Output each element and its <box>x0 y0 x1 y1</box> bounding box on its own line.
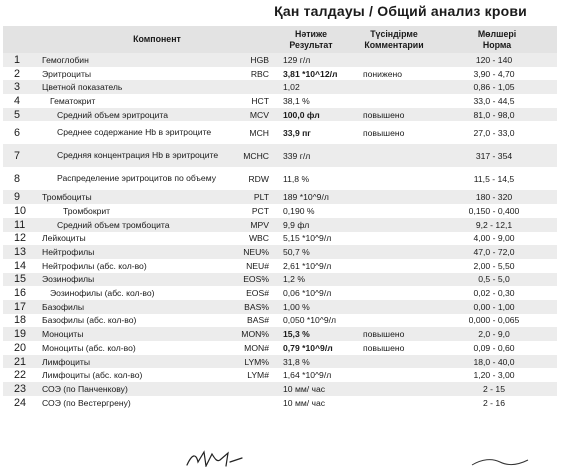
table-row <box>3 314 557 328</box>
result-value: 10 мм/ час <box>271 382 351 396</box>
component-code: LYM% <box>229 355 271 369</box>
table-row <box>3 167 557 190</box>
table-row <box>3 121 557 144</box>
result-value: 2,61 *10^9/л <box>271 259 351 273</box>
header-result: Нәтиже Результат <box>271 26 351 53</box>
table-row <box>3 327 557 341</box>
comment-text <box>351 190 437 204</box>
table-row <box>3 368 557 382</box>
component-name: Базофилы (абс. кол-во) <box>37 314 229 328</box>
result-value: 1,2 % <box>271 273 351 287</box>
comment-text <box>351 53 437 67</box>
result-value: 38,1 % <box>271 94 351 108</box>
component-code: RBC <box>229 67 271 81</box>
table-row <box>3 144 557 167</box>
table-row <box>3 204 557 218</box>
component-code: MON# <box>229 341 271 355</box>
component-name: СОЭ (по Панченкову) <box>37 382 229 396</box>
comment-text <box>351 94 437 108</box>
row-number: 5 <box>3 108 37 122</box>
component-name: Распределение эритроцитов по объему <box>37 167 229 190</box>
norm-range: 0,150 - 0,400 <box>437 204 557 218</box>
component-name: Лейкоциты <box>37 232 229 246</box>
norm-range: 9,2 - 12,1 <box>437 218 557 232</box>
norm-range: 81,0 - 98,0 <box>437 108 557 122</box>
norm-range: 0,09 - 0,60 <box>437 341 557 355</box>
component-code: EOS% <box>229 273 271 287</box>
norm-range: 0,86 - 1,05 <box>437 80 557 94</box>
result-value: 33,9 пг <box>271 121 351 144</box>
component-name: Средний объем эритроцита <box>37 108 229 122</box>
comment-text <box>351 259 437 273</box>
result-value: 15,3 % <box>271 327 351 341</box>
result-value: 189 *10^9/л <box>271 190 351 204</box>
row-number: 1 <box>3 53 37 67</box>
comment-text: повышено <box>351 341 437 355</box>
row-number: 13 <box>3 245 37 259</box>
result-value: 5,15 *10^9/л <box>271 232 351 246</box>
component-name: Гематокрит <box>37 94 229 108</box>
table-row <box>3 67 557 81</box>
result-value: 9,9 фл <box>271 218 351 232</box>
component-code <box>229 396 271 410</box>
component-name: Средняя концентрация Hb в эритроците <box>37 144 229 167</box>
result-value: 100,0 фл <box>271 108 351 122</box>
table-row <box>3 355 557 369</box>
component-name: Тромбоциты <box>37 190 229 204</box>
component-code: MPV <box>229 218 271 232</box>
component-code <box>229 80 271 94</box>
result-value: 11,8 % <box>271 167 351 190</box>
table-row <box>3 382 557 396</box>
norm-range: 0,02 - 0,30 <box>437 286 557 300</box>
comment-text <box>351 382 437 396</box>
component-name: Гемоглобин <box>37 53 229 67</box>
component-name: Нейтрофилы (абс. кол-во) <box>37 259 229 273</box>
comment-text <box>351 396 437 410</box>
norm-range: 120 - 140 <box>437 53 557 67</box>
comment-text <box>351 286 437 300</box>
component-name: Средний объем тромбоцита <box>37 218 229 232</box>
row-number: 15 <box>3 273 37 287</box>
row-number: 14 <box>3 259 37 273</box>
row-number: 24 <box>3 396 37 410</box>
component-code: HGB <box>229 53 271 67</box>
header-comment: Түсіндірме Комментарии <box>351 26 437 53</box>
norm-range: 4,00 - 9,00 <box>437 232 557 246</box>
result-value: 10 мм/ час <box>271 396 351 410</box>
result-value: 129 г/л <box>271 53 351 67</box>
comment-text <box>351 273 437 287</box>
row-number: 11 <box>3 218 37 232</box>
row-number: 19 <box>3 327 37 341</box>
norm-range: 11,5 - 14,5 <box>437 167 557 190</box>
row-number: 6 <box>3 121 37 144</box>
table-header-row <box>3 26 557 53</box>
norm-range: 317 - 354 <box>437 144 557 167</box>
norm-range: 18,0 - 40,0 <box>437 355 557 369</box>
table-row <box>3 80 557 94</box>
row-number: 12 <box>3 232 37 246</box>
norm-range: 33,0 - 44,5 <box>437 94 557 108</box>
result-value: 0,06 *10^9/л <box>271 286 351 300</box>
table-row <box>3 108 557 122</box>
table-row <box>3 396 557 410</box>
component-code: HCT <box>229 94 271 108</box>
component-name: Цветной показатель <box>37 80 229 94</box>
component-name: Лимфоциты (абс. кол-во) <box>37 368 229 382</box>
row-number: 10 <box>3 204 37 218</box>
component-code: LYM# <box>229 368 271 382</box>
component-name: СОЭ (по Вестергрену) <box>37 396 229 410</box>
table-row <box>3 218 557 232</box>
component-code: EOS# <box>229 286 271 300</box>
result-value: 31,8 % <box>271 355 351 369</box>
norm-range: 2,00 - 5,50 <box>437 259 557 273</box>
table-row <box>3 53 557 67</box>
component-name: Лимфоциты <box>37 355 229 369</box>
comment-text <box>351 300 437 314</box>
doctor-signature <box>184 450 254 467</box>
row-number: 21 <box>3 355 37 369</box>
comment-text <box>351 314 437 328</box>
component-code: MCH <box>229 121 271 144</box>
blood-test-table <box>3 26 557 409</box>
header-norm: Мөлшері Норма <box>437 26 557 53</box>
component-code: MCHC <box>229 144 271 167</box>
stamp-fragment <box>470 456 530 467</box>
table-row <box>3 259 557 273</box>
component-name: Нейтрофилы <box>37 245 229 259</box>
header-component: Компонент <box>3 26 271 53</box>
comment-text: понижено <box>351 67 437 81</box>
component-code: WBC <box>229 232 271 246</box>
table-row <box>3 286 557 300</box>
component-code: PLT <box>229 190 271 204</box>
component-code: RDW <box>229 167 271 190</box>
norm-range: 2 - 16 <box>437 396 557 410</box>
row-number: 17 <box>3 300 37 314</box>
row-number: 9 <box>3 190 37 204</box>
norm-range: 2,0 - 9,0 <box>437 327 557 341</box>
table-row <box>3 341 557 355</box>
table-row <box>3 273 557 287</box>
component-name: Среднее содержание Hb в эритроците <box>37 121 229 144</box>
component-code <box>229 382 271 396</box>
comment-text <box>351 167 437 190</box>
comment-text: повышено <box>351 121 437 144</box>
row-number: 20 <box>3 341 37 355</box>
component-code: BAS# <box>229 314 271 328</box>
result-value: 1,00 % <box>271 300 351 314</box>
result-value: 1,64 *10^9/л <box>271 368 351 382</box>
norm-range: 0,5 - 5,0 <box>437 273 557 287</box>
norm-range: 3,90 - 4,70 <box>437 67 557 81</box>
row-number: 16 <box>3 286 37 300</box>
component-name: Тромбокрит <box>37 204 229 218</box>
table-row <box>3 245 557 259</box>
comment-text <box>351 218 437 232</box>
comment-text: повышено <box>351 327 437 341</box>
component-name: Моноциты (абс. кол-во) <box>37 341 229 355</box>
component-code: MCV <box>229 108 271 122</box>
result-value: 50,7 % <box>271 245 351 259</box>
component-name: Эозинофилы (абс. кол-во) <box>37 286 229 300</box>
component-name: Моноциты <box>37 327 229 341</box>
norm-range: 1,20 - 3,00 <box>437 368 557 382</box>
component-code: NEU% <box>229 245 271 259</box>
norm-range: 180 - 320 <box>437 190 557 204</box>
norm-range: 0,000 - 0,065 <box>437 314 557 328</box>
row-number: 7 <box>3 144 37 167</box>
result-value: 3,81 *10^12/л <box>271 67 351 81</box>
comment-text <box>351 355 437 369</box>
result-value: 1,02 <box>271 80 351 94</box>
norm-range: 0,00 - 1,00 <box>437 300 557 314</box>
component-name: Эозинофилы <box>37 273 229 287</box>
component-name: Базофилы <box>37 300 229 314</box>
comment-text <box>351 232 437 246</box>
norm-range: 27,0 - 33,0 <box>437 121 557 144</box>
row-number: 23 <box>3 382 37 396</box>
table-row <box>3 94 557 108</box>
table-row <box>3 190 557 204</box>
component-code: PCT <box>229 204 271 218</box>
row-number: 4 <box>3 94 37 108</box>
table-row <box>3 232 557 246</box>
row-number: 8 <box>3 167 37 190</box>
table-row <box>3 300 557 314</box>
component-code: MON% <box>229 327 271 341</box>
component-name: Эритроциты <box>37 67 229 81</box>
result-value: 0,050 *10^9/л <box>271 314 351 328</box>
report-title: Қан талдауы / Общий анализ крови <box>274 3 527 19</box>
comment-text <box>351 144 437 167</box>
comment-text <box>351 80 437 94</box>
row-number: 2 <box>3 67 37 81</box>
component-code: NEU# <box>229 259 271 273</box>
comment-text <box>351 368 437 382</box>
result-value: 339 г/л <box>271 144 351 167</box>
row-number: 18 <box>3 314 37 328</box>
result-value: 0,79 *10^9/л <box>271 341 351 355</box>
row-number: 22 <box>3 368 37 382</box>
result-value: 0,190 % <box>271 204 351 218</box>
row-number: 3 <box>3 80 37 94</box>
component-code: BAS% <box>229 300 271 314</box>
norm-range: 2 - 15 <box>437 382 557 396</box>
comment-text: повышено <box>351 108 437 122</box>
comment-text <box>351 204 437 218</box>
norm-range: 47,0 - 72,0 <box>437 245 557 259</box>
comment-text <box>351 245 437 259</box>
